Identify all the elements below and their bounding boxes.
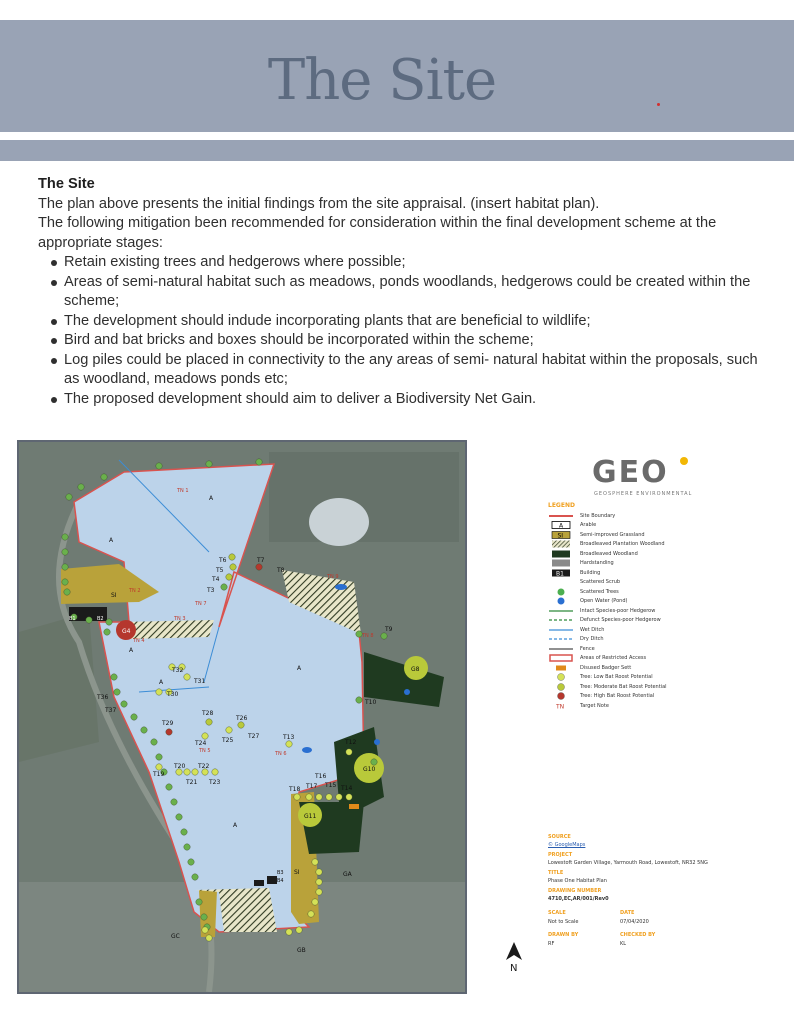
tree-marker xyxy=(336,794,342,800)
legend-row xyxy=(548,692,748,702)
tree-marker xyxy=(294,794,300,800)
tree-marker xyxy=(156,689,162,695)
tree-label: T3 xyxy=(207,587,215,594)
tree-marker xyxy=(230,564,236,570)
legend-row xyxy=(548,673,748,683)
tree-marker xyxy=(166,729,172,735)
legend-label: Broadleaved Woodland xyxy=(580,550,638,557)
drawing-info xyxy=(548,830,748,947)
tree-marker xyxy=(101,474,107,480)
tree-label: T32 xyxy=(172,667,184,674)
legend-label: Scattered Scrub xyxy=(580,579,621,586)
tree-marker xyxy=(62,564,68,570)
b3-label: B3 xyxy=(277,870,284,876)
tree-marker xyxy=(346,749,352,755)
si-icon xyxy=(548,531,576,539)
legend-label: Tree: Moderate Bat Roost Potential xyxy=(580,683,667,690)
geo-logo xyxy=(592,455,702,497)
tree-label: T15 xyxy=(325,782,337,789)
tree-label: T21 xyxy=(186,779,198,786)
tree-marker xyxy=(196,899,202,905)
legend-label: Open Water (Pond) xyxy=(580,598,628,605)
legend-row xyxy=(548,511,748,521)
red-dot-mark xyxy=(657,103,660,106)
tree-marker xyxy=(206,461,212,467)
ga-label: GA xyxy=(343,871,352,878)
logo-subtitle: GEOSPHERE ENVIRONMENTAL xyxy=(594,491,693,497)
svg-text:A: A xyxy=(559,522,564,530)
tree-marker xyxy=(229,554,235,560)
list-item: The development should indude incorporating plants that are beneficial to wildlife; xyxy=(64,312,768,332)
logo-text: GEO xyxy=(592,455,669,490)
north-arrow-icon xyxy=(500,940,528,974)
tree-label: T37 xyxy=(105,707,117,714)
tree-marker xyxy=(156,754,162,760)
pond xyxy=(374,739,380,745)
tree-marker xyxy=(312,899,318,905)
tree-marker xyxy=(202,733,208,739)
tree-marker xyxy=(316,879,322,885)
legend-row xyxy=(548,568,748,578)
legend-label: Building xyxy=(580,569,601,576)
tree-label: T7 xyxy=(257,557,265,564)
tree-marker xyxy=(312,859,318,865)
target-note-label: TN 2 xyxy=(129,588,141,594)
g11-label: G11 xyxy=(304,813,317,820)
tree-marker xyxy=(202,927,208,933)
source-label: SOURCE xyxy=(548,834,571,840)
tree-label: T31 xyxy=(194,678,206,685)
project-label: PROJECT xyxy=(548,852,573,858)
title-banner xyxy=(0,20,794,132)
dry-ditch-icon xyxy=(548,635,576,643)
tree-marker xyxy=(141,727,147,733)
divider-band xyxy=(0,140,794,161)
svg-text:SI: SI xyxy=(557,532,564,539)
tree-marker xyxy=(62,549,68,555)
legend-label: Defunct Species-poor Hedgerow xyxy=(580,617,661,624)
arable-label: A xyxy=(109,537,114,544)
scale-label: SCALE xyxy=(548,910,566,916)
tree-marker xyxy=(151,739,157,745)
tree-label: T17 xyxy=(306,783,318,790)
tree-marker xyxy=(226,727,232,733)
tree-marker xyxy=(156,764,162,770)
legend-row xyxy=(548,521,748,531)
legend-row xyxy=(548,559,748,569)
legend-label: Scattered Trees xyxy=(580,588,619,595)
intro-paragraph: The plan above presents the initial findings from the site appraisal. (insert habitat plan). xyxy=(38,195,600,212)
legend-row xyxy=(548,578,748,588)
legend-row xyxy=(548,540,748,550)
field-west xyxy=(19,612,99,762)
date-value: 07/04/2020 xyxy=(620,919,649,925)
legend-label: Broadleaved Plantation Woodland xyxy=(580,541,665,548)
legend-label: Fence xyxy=(580,645,595,652)
tree-marker xyxy=(86,617,92,623)
list-item: Retain existing trees and hedgerows where possible; xyxy=(64,253,768,273)
legend-title: LEGEND xyxy=(548,502,575,509)
tree-marker xyxy=(346,794,352,800)
pond-icon xyxy=(548,597,576,605)
hardstanding-icon xyxy=(548,559,576,567)
target-note-label: TN 4 xyxy=(133,638,145,644)
wet-ditch-icon xyxy=(548,626,576,634)
legend-label: Disused Badger Sett xyxy=(580,664,632,671)
tree-marker xyxy=(166,784,172,790)
pond xyxy=(404,689,410,695)
woodland-icon xyxy=(548,550,576,558)
habitat-map-svg xyxy=(19,442,465,992)
hedge-defunct-icon xyxy=(548,616,576,624)
gc-label: GC xyxy=(171,933,180,940)
tree-marker xyxy=(238,722,244,728)
legend-label: Intact Species-poor Hedgerow xyxy=(580,607,656,614)
project-value: Lowestoft Garden Village, Yarmouth Road, Lowestoft, NR32 5NG xyxy=(548,860,708,866)
building-icon xyxy=(548,569,576,577)
si-label: SI xyxy=(111,592,117,599)
legend-row xyxy=(548,587,748,597)
tree-marker xyxy=(286,929,292,935)
tree-label: T22 xyxy=(198,763,210,770)
tree-label: T24 xyxy=(195,740,207,747)
target-note-label: TN 8 xyxy=(362,633,374,639)
list-item: Log piles could be placed in connectivity to the any areas of semi- natural habitat within the proposals, such as woodland, meadows ponds etc; xyxy=(64,351,768,390)
checked-by-value: KL xyxy=(620,941,627,947)
tree-marker xyxy=(184,844,190,850)
tree-marker xyxy=(181,829,187,835)
arable-icon xyxy=(548,521,576,529)
arable-label: A xyxy=(159,679,164,686)
legend-row xyxy=(548,606,748,616)
trees-icon xyxy=(548,588,576,596)
tree-marker xyxy=(371,759,377,765)
boundary-icon xyxy=(548,512,576,520)
tree-marker xyxy=(66,494,72,500)
tree-marker xyxy=(212,769,218,775)
hatch-icon xyxy=(548,540,576,548)
legend-row xyxy=(548,625,748,635)
target-note-label: TN 3 xyxy=(174,616,186,622)
tree-label: T25 xyxy=(222,737,234,744)
restricted-icon xyxy=(548,654,576,662)
tree-label: T4 xyxy=(212,576,220,583)
legend-row xyxy=(548,635,748,645)
legend-label: Areas of Restricted Access xyxy=(580,655,647,662)
tree-label: T8 xyxy=(277,567,285,574)
b4-label: B4 xyxy=(277,878,284,884)
legend-label: Wet Ditch xyxy=(580,626,605,633)
b2-label: B2 xyxy=(97,616,104,622)
tree-label: T36 xyxy=(97,694,109,701)
list-item: Areas of semi-natural habitat such as meadows, ponds woodlands, hedgerows could be created within the scheme; xyxy=(64,273,768,312)
legend-row xyxy=(548,701,748,711)
g4-label: G4 xyxy=(122,628,131,635)
tree-marker xyxy=(381,633,387,639)
tree-marker xyxy=(326,794,332,800)
tree-high-icon xyxy=(548,692,576,700)
target-note-label: TN 1 xyxy=(177,488,189,494)
tree-label: T28 xyxy=(202,710,214,717)
arable-label: A xyxy=(129,647,134,654)
list-item: The proposed development should aim to deliver a Biodiversity Net Gain. xyxy=(64,390,768,410)
tree-marker xyxy=(156,463,162,469)
tree-label: T14 xyxy=(341,785,353,792)
building xyxy=(254,880,264,886)
tree-marker xyxy=(188,859,194,865)
tree-marker xyxy=(316,889,322,895)
legend-row xyxy=(548,644,748,654)
tree-low-icon xyxy=(548,673,576,681)
habitat-map xyxy=(17,440,467,994)
tree-marker xyxy=(131,714,137,720)
page-title: The Site xyxy=(267,48,497,113)
tree-marker xyxy=(78,484,84,490)
fence-icon xyxy=(548,645,576,653)
tree-marker xyxy=(316,794,322,800)
arable-label: A xyxy=(297,665,302,672)
g8-label: G8 xyxy=(411,666,420,673)
tree-label: T27 xyxy=(248,733,260,740)
tree-label: T30 xyxy=(167,691,179,698)
checked-by-label: CHECKED BY xyxy=(620,932,656,938)
tree-label: T12 xyxy=(345,739,357,746)
legend-label: Tree: Low Bat Roost Potential xyxy=(580,674,653,681)
target-note-label: TN 5 xyxy=(199,748,211,754)
tree-label: T26 xyxy=(236,715,248,722)
tree-label: T5 xyxy=(216,567,224,574)
tree-label: T9 xyxy=(385,626,393,633)
tree-marker xyxy=(306,794,312,800)
title-label: TITLE xyxy=(548,870,564,876)
legend-row xyxy=(548,663,748,673)
legend-row xyxy=(548,682,748,692)
mitigation-paragraph: The following mitigation been recommended for consideration within the final development scheme at the appropriate stages: xyxy=(38,215,717,251)
tree-marker xyxy=(201,914,207,920)
b1-label: B1 xyxy=(69,616,76,622)
logo-dot xyxy=(680,457,688,465)
tree-label: T23 xyxy=(209,779,221,786)
tree-marker xyxy=(62,534,68,540)
source-link[interactable]: © GoogleMaps xyxy=(548,842,586,848)
tree-marker xyxy=(192,874,198,880)
tree-marker xyxy=(171,799,177,805)
tree-label: T19 xyxy=(153,771,165,778)
target-note-icon xyxy=(548,702,576,710)
svg-text:TN: TN xyxy=(556,703,565,710)
tree-marker xyxy=(308,911,314,917)
tree-marker xyxy=(176,814,182,820)
tree-marker xyxy=(226,574,232,580)
site-text xyxy=(38,175,768,409)
drawing-number-label: DRAWING NUMBER xyxy=(548,888,602,894)
tree-label: T20 xyxy=(174,763,186,770)
legend-label: Semi-improved Grassland xyxy=(580,531,645,538)
tree-marker xyxy=(62,579,68,585)
info-grid xyxy=(548,906,748,947)
legend-label: Arable xyxy=(580,522,597,529)
mitigation-list xyxy=(38,253,768,409)
legend-label: Hardstanding xyxy=(580,560,614,567)
title-value: Phase One Habitat Plan xyxy=(548,878,607,884)
hedge-intact-icon xyxy=(548,607,576,615)
tree-label: T18 xyxy=(289,786,301,793)
list-item: Bird and bat bricks and boxes should be incorporated within the scheme; xyxy=(64,331,768,351)
gb-label: GB xyxy=(297,947,306,954)
tree-marker xyxy=(256,459,262,465)
tree-marker xyxy=(206,719,212,725)
legend-list xyxy=(548,511,748,711)
target-note-label: TN 9 xyxy=(327,574,339,580)
scale-value: Not to Scale xyxy=(548,919,579,925)
g10-label: G10 xyxy=(363,766,376,773)
target-note-label: TN 7 xyxy=(195,601,207,607)
arable-label: A xyxy=(233,822,238,829)
tree-marker xyxy=(256,564,262,570)
legend-row xyxy=(548,597,748,607)
tree-marker xyxy=(206,935,212,941)
svg-text:B1: B1 xyxy=(556,570,564,577)
drawn-by-value: RF xyxy=(548,941,555,947)
tree-mod-icon xyxy=(548,683,576,691)
tree-marker xyxy=(316,869,322,875)
arable-label: A xyxy=(209,495,214,502)
tree-marker xyxy=(64,589,70,595)
legend-row xyxy=(548,549,748,559)
pond xyxy=(302,747,312,753)
tree-marker xyxy=(106,619,112,625)
tree-marker xyxy=(111,674,117,680)
tree-label: T29 xyxy=(162,720,174,727)
pond xyxy=(335,584,347,590)
tree-label: T16 xyxy=(315,773,327,780)
tree-marker xyxy=(286,741,292,747)
legend-label: Target Note xyxy=(580,702,609,709)
legend-label: Tree: High Bat Roost Potential xyxy=(580,693,655,700)
tree-label: T13 xyxy=(283,734,295,741)
legend-row xyxy=(548,654,748,664)
badger-icon xyxy=(548,664,576,672)
tree-marker xyxy=(104,629,110,635)
tree-marker xyxy=(221,584,227,590)
date-label: DATE xyxy=(620,910,635,916)
tree-marker xyxy=(296,927,302,933)
building xyxy=(267,876,277,884)
tree-marker xyxy=(114,689,120,695)
legend-label: Site Boundary xyxy=(580,512,616,519)
tree-marker xyxy=(184,674,190,680)
legend-label: Dry Ditch xyxy=(580,636,604,643)
map-legend-panel xyxy=(540,445,790,990)
drawing-number-value: 4710,EC,AR/001/Rev0 xyxy=(548,896,609,902)
drawn-by-label: DRAWN BY xyxy=(548,932,579,938)
tree-label: T6 xyxy=(219,557,227,564)
north-label: N xyxy=(510,963,518,974)
reservoir xyxy=(309,498,369,546)
tree-marker xyxy=(121,701,127,707)
scrub-icon xyxy=(548,578,576,586)
section-heading: The Site xyxy=(38,176,95,192)
tree-label: T10 xyxy=(365,699,377,706)
legend-row xyxy=(548,530,748,540)
si-label: SI xyxy=(294,869,300,876)
target-note-label: TN 6 xyxy=(275,751,287,757)
tree-marker xyxy=(356,697,362,703)
badger-sett xyxy=(349,804,359,809)
legend-row xyxy=(548,616,748,626)
